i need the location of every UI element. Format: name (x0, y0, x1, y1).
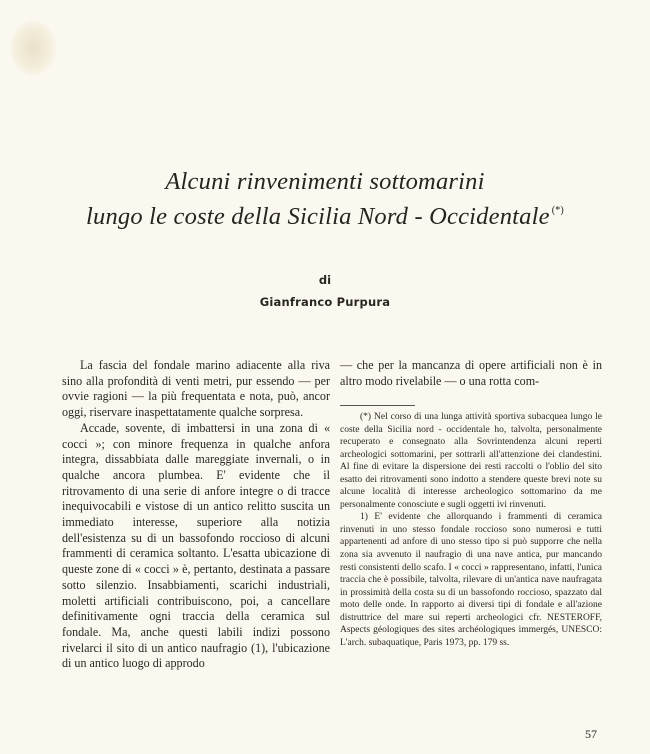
body-paragraph-2: Accade, sovente, di imbattersi in una zona di « cocci »; con minore frequenza in qualche anfora integra, dissabbiata dalle mareggiate invernali, o in qualche ancora plumbea. E' evidente che il ritrovamento di una serie di anfore integre o di tracce inequivocabili e vistose di un antico relitto suscita un immediato interesse, superiore alla notizia dell'esistenza su di un bassofondo roccioso di alcuni frammenti di ceramica soltanto. L'esatta ubicazione di queste zone di « cocci » è, pertanto, destinata a passare sotto silenzio. Insabbiamenti, scarichi industriali, moletti artificiali contribuiscono, poi, a cancellare definitivamente ogni traccia della ceramica sul fondale. Ma, anche questi labili indizi possono rivelarci il sito di un antico naufragio (1), l'ubicazione di un antico luogo di approdo (62, 420, 330, 671)
footnote-title-note: (*) Nel corso di una lunga attività sportiva subacquea lungo le coste della Sicilia nord - occidentale ho, talvolta, personalmente recuperato e consegnato alla Sovrintendenza alcuni reperti archeologici sottomarini, per sottrarli all'attenzione dei clandestini. Al fine di evitare la dispersione dei resti raccolti o l'oblio del sito esatto dei ritrovamenti sono indotto a stendere queste brevi note su alcune località di interesse archeologico sottomarino da me personalmente conosciute e sugli oggetti ivi rinvenuti. (340, 412, 602, 510)
title-footnote-mark: (*) (551, 205, 564, 216)
body-right-column (340, 358, 602, 389)
page-number: 57 (585, 727, 597, 741)
author-name: Gianfranco Purpura (259, 295, 391, 309)
footnote-1: 1) E' evidente che allorquando i frammenti di ceramica rinvenuti in uno stesso fondale roccioso sono numerosi e tutti appartenenti ad anfore di uno stesso tipo si può supporre che nella zona sia avvenuto il naufragio di una nave antica, pur mancando resti consistenti dello scafo. I « cocci » rappresentano, infatti, l'unica traccia che è possibile, talvolta, rilevare di un'antica nave naufragata in prossimità della costa su di un bassofondo roccioso, spazzato dal moto delle onde. In rapporto ai diversi tipi di fondale e all'azione distruttrice del mare sui reperti archeologici cfr. NESTEROFF, Aspects géologiques des sites archéologiques immergés, UNESCO: L'arch. subaquatique, Paris 1973, pp. 179 ss. (340, 512, 602, 648)
body-left-column (62, 358, 330, 672)
footnotes (340, 411, 602, 649)
article-title-line-1: Alcuni rinvenimenti sottomarini (165, 168, 485, 195)
paper-stain (10, 20, 56, 76)
byline-preposition: di (318, 273, 332, 287)
body-continuation: — che per la mancanza di opere artificiali non è in altro modo rivelabile — o una rotta com- (340, 358, 602, 388)
footnote-separator (340, 405, 415, 406)
article-title-line-2-text: lungo le coste della Sicilia Nord - Occidentale (86, 203, 550, 230)
article-title-line-2 (40, 203, 610, 231)
body-paragraph-1: La fascia del fondale marino adiacente alla riva sino alla profondità di venti metri, pur essendo — per ovvie ragioni — la più frequentata e nota, può, ancor oggi, riservare inaspettatamente qualche sorpresa. (62, 358, 330, 420)
